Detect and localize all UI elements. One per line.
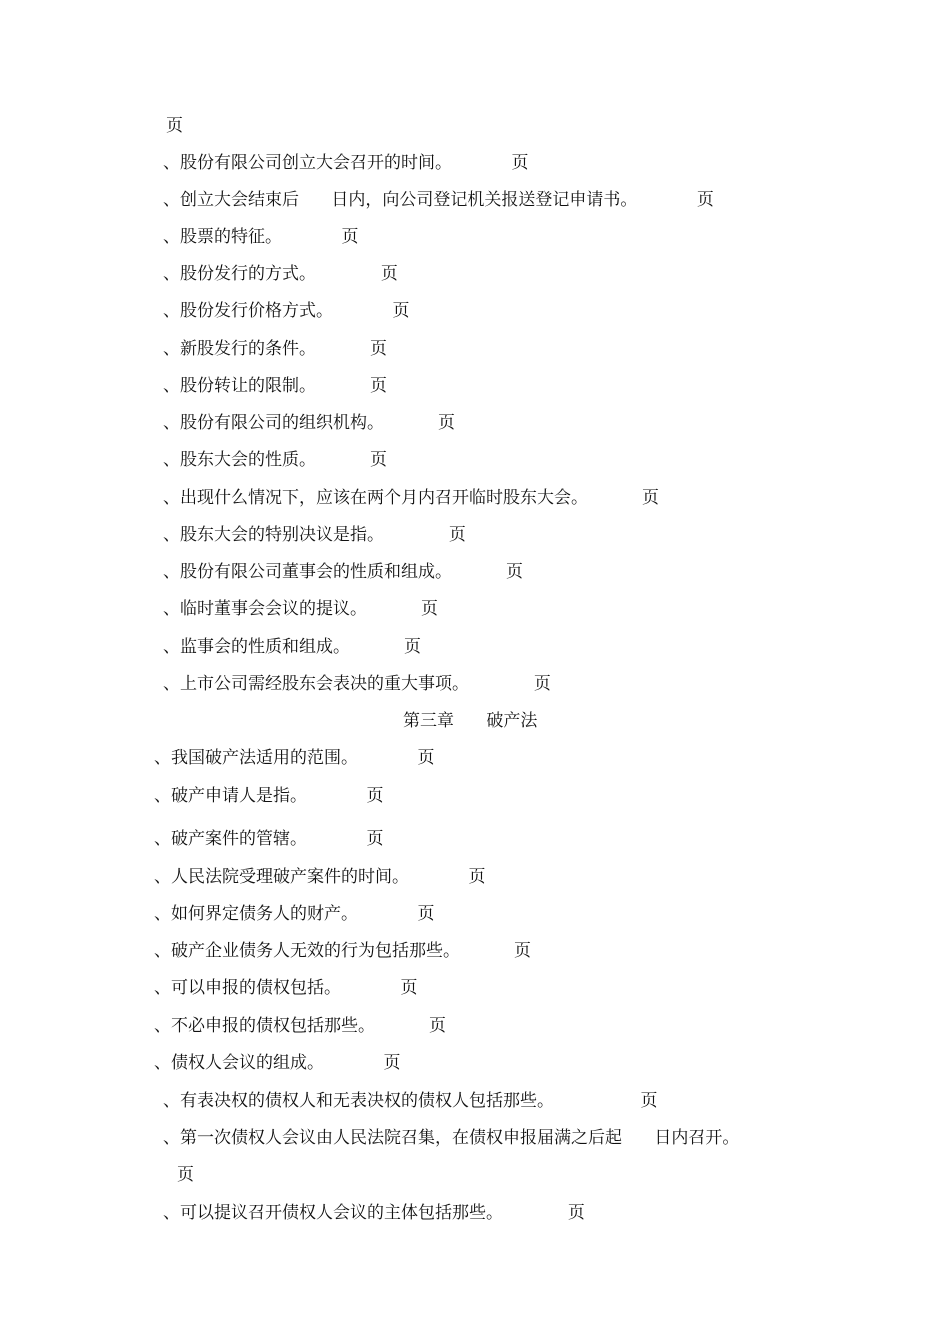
text-line: 、创立大会结束后 日内，向公司登记机关报送登记申请书。 页 xyxy=(163,190,714,210)
text-line: 、人民法院受理破产案件的时间。 页 xyxy=(154,867,486,887)
text-line: 、我国破产法适用的范围。 页 xyxy=(154,748,435,768)
text-line: 、新股发行的条件。 页 xyxy=(163,339,388,359)
text-line: 、股份发行价格方式。 页 xyxy=(163,301,410,321)
text-line: 、股东大会的特别决议是指。 页 xyxy=(163,525,466,545)
text-line: 页 xyxy=(177,1165,194,1185)
text-line: 、第一次债权人会议由人民法院召集，在债权申报届满之后起 日内召开。 xyxy=(163,1128,740,1148)
text-line: 、股份有限公司的组织机构。 页 xyxy=(163,413,456,433)
text-line: 、有表决权的债权人和无表决权的债权人包括那些。 页 xyxy=(163,1091,658,1111)
text-line: 、股票的特征。 页 xyxy=(163,227,359,247)
text-line: 、股份有限公司董事会的性质和组成。 页 xyxy=(163,562,524,582)
text-line: 、股东大会的性质。 页 xyxy=(163,450,388,470)
text-line: 、股份转让的限制。 页 xyxy=(163,376,388,396)
text-line: 、临时董事会会议的提议。 页 xyxy=(163,599,439,619)
text-line: 、破产申请人是指。 页 xyxy=(154,786,384,806)
text-line: 、破产企业债务人无效的行为包括那些。 页 xyxy=(154,941,532,961)
text-line: 、监事会的性质和组成。 页 xyxy=(163,637,422,657)
text-line: 、不必申报的债权包括那些。 页 xyxy=(154,1016,447,1036)
text-line: 、股份有限公司创立大会召开的时间。 页 xyxy=(163,153,529,173)
text-line: 、出现什么情况下，应该在两个月内召开临时股东大会。 页 xyxy=(163,488,660,508)
text-line: 、债权人会议的组成。 页 xyxy=(154,1053,401,1073)
text-line: 、可以提议召开债权人会议的主体包括那些。 页 xyxy=(163,1203,585,1223)
text-line: 、如何界定债务人的财产。 页 xyxy=(154,904,435,924)
text-line: 、股份发行的方式。 页 xyxy=(163,264,398,284)
chapter-heading: 第三章 破产法 xyxy=(403,711,538,731)
text-line: 页 xyxy=(166,116,183,136)
text-line: 、可以申报的债权包括。 页 xyxy=(154,978,418,998)
text-line: 、破产案件的管辖。 页 xyxy=(154,829,384,849)
text-line: 、上市公司需经股东会表决的重大事项。 页 xyxy=(163,674,551,694)
